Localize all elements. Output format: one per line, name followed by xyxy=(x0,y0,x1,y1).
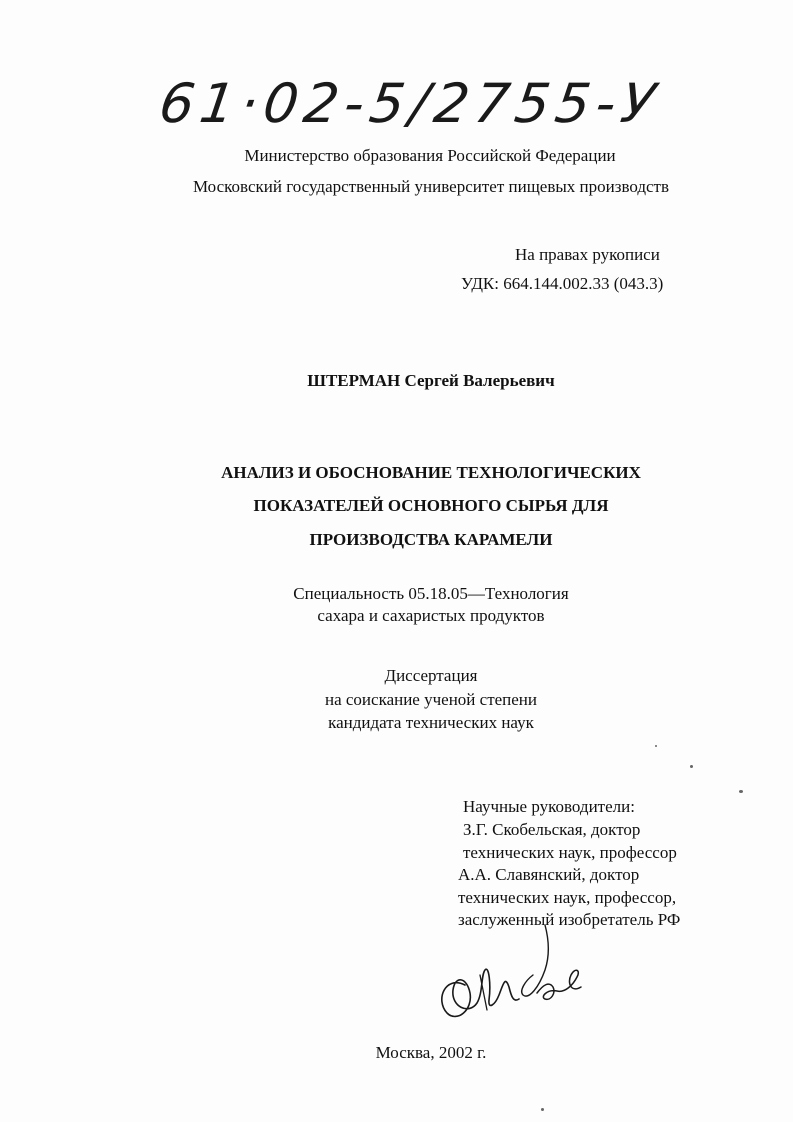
supervisor-1-name: З.Г. Скобельская, доктор xyxy=(463,820,641,839)
ministry-name: Министерство образования Российской Федерации xyxy=(244,146,616,165)
scan-speck xyxy=(739,790,743,793)
author-signature xyxy=(425,915,595,1035)
thesis-title-line-3: ПРОИЗВОДСТВА КАРАМЕЛИ xyxy=(309,530,553,549)
supervisors-heading: Научные руководители: xyxy=(463,797,635,816)
thesis-title-line-2: ПОКАЗАТЕЛЕЙ ОСНОВНОГО СЫРЬЯ ДЛЯ xyxy=(253,496,609,515)
scan-speck xyxy=(655,745,657,747)
supervisor-2-title: технических наук, профессор, xyxy=(458,888,677,907)
handwritten-archive-number: 61·02-5/2755-У xyxy=(155,72,665,135)
degree-line-1: на соискание ученой степени xyxy=(324,690,538,709)
dissertation-label: Диссертация xyxy=(384,666,478,685)
thesis-title-line-1: АНАЛИЗ И ОБОСНОВАНИЕ ТЕХНОЛОГИЧЕСКИХ xyxy=(221,463,641,482)
university-name: Московский государственный университет пищевых производств xyxy=(192,177,670,196)
supervisor-1-title: технических наук, профессор xyxy=(463,843,677,862)
manuscript-rights-label: На правах рукописи xyxy=(515,245,660,264)
scan-speck xyxy=(541,1108,544,1111)
degree-line-2: кандидата технических наук xyxy=(328,713,534,732)
supervisor-2-honor: заслуженный изобретатель РФ xyxy=(458,910,681,929)
udk-code: УДК: 664.144.002.33 (043.3) xyxy=(461,274,664,293)
specialty-line-2: сахара и сахаристых продуктов xyxy=(317,606,545,625)
author-name: ШТЕРМАН Сергей Валерьевич xyxy=(307,371,555,390)
city-and-year: Москва, 2002 г. xyxy=(375,1043,487,1062)
supervisor-2-name: А.А. Славянский, доктор xyxy=(458,865,640,884)
scan-speck xyxy=(690,765,693,768)
specialty-line-1: Специальность 05.18.05—Технология xyxy=(293,584,569,603)
